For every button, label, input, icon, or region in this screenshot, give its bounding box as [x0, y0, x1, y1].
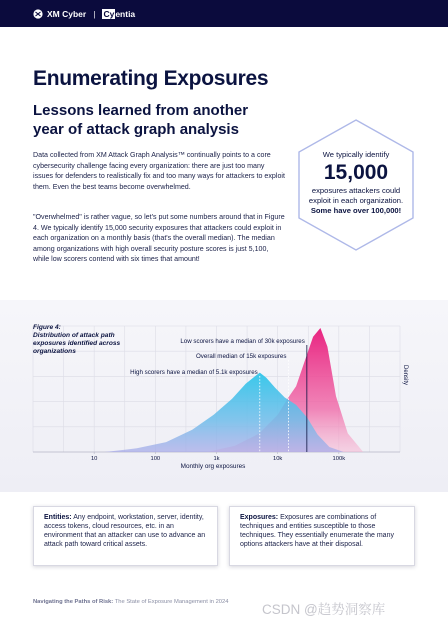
annotation-label: High scorers have a median of 5.1k exposures	[130, 369, 258, 376]
page-subtitle: Lessons learned from another year of attack graph analysis	[33, 102, 249, 138]
callout-lead: We typically identify	[322, 150, 390, 159]
chart-x-axis-label: Monthly org exposures	[180, 463, 246, 470]
entities-heading: Entities:	[44, 514, 72, 521]
xm-cyber-logo-icon	[33, 9, 43, 19]
xm-cyber-wordmark: XM Cyber	[47, 9, 87, 19]
csdn-watermark: CSDN @趋势洞察库	[262, 602, 386, 617]
footer-report-subtitle: The State of Exposure Management in 2024	[114, 599, 229, 605]
exposures-text: Exposures are combinations of techniques and entities susceptible to those techniques. They essentially enumerate the many options attackers have at their disposal.	[240, 514, 394, 548]
x-tick-label: 10k	[272, 456, 283, 462]
figure-caption-text: Distribution of attack path exposures identified across organizations	[33, 332, 121, 355]
x-tick-label: 1k	[213, 456, 220, 462]
callout-big-number: 15,000	[323, 161, 389, 184]
entities-text: Any endpoint, workstation, server, identity, access tokens, cloud resources, etc. in an environment that an attacker can use to advance an attack path toward critical assets.	[44, 514, 206, 548]
figure-caption	[33, 324, 143, 356]
cyentia-logo-mark: Cy	[103, 9, 115, 19]
exposures-definition-card	[229, 506, 415, 566]
page-footer	[33, 599, 228, 605]
annotation-label: Overall median of 15k exposures	[195, 353, 287, 360]
chart-x-ticks	[91, 452, 345, 462]
annotation-label: Low scorers have a median of 30k exposures	[180, 338, 305, 345]
page-title: Enumerating Exposures	[33, 67, 269, 90]
x-tick-label: 100	[150, 456, 161, 462]
intro-paragraph: Data collected from XM Attack Graph Analysis™ continually points to a core cybersecurity challenge facing every organization: there are just too many issues for defenders to realistically fix and too many ways for attackers to exploit them. Even the best teams become overwhelmed.	[33, 151, 285, 191]
chart-annotations	[130, 338, 305, 376]
callout-middle: exposures attackers could exploit in each organization.	[308, 186, 404, 205]
exposures-heading: Exposures:	[240, 514, 279, 521]
callout-text	[300, 150, 412, 216]
top-banner	[0, 0, 448, 27]
callout-emphasis: Some have over 100,000!	[310, 206, 402, 215]
figure-label: Figure 4:	[33, 324, 61, 331]
chart-y-axis-label: Density	[402, 364, 408, 386]
x-tick-label: 100k	[332, 456, 346, 462]
brand-separator: |	[93, 9, 96, 19]
entities-definition-card	[33, 506, 218, 566]
cyentia-wordmark: entia	[115, 9, 136, 19]
figure-reference-paragraph: "Overwhelmed" is rather vague, so let's put some numbers around that in Figure 4. We typically identify 15,000 security exposures that attackers could exploit in each organization on a monthly basis (that's the overall median). The median among organizations with high overall security posture scores is just 5,100, while low scorers contend with six times that amount!	[33, 213, 285, 263]
x-tick-label: 10	[90, 456, 98, 462]
brand-logos	[33, 7, 135, 21]
footer-report-title: Navigating the Paths of Risk:	[33, 599, 114, 605]
chart-series-areas	[105, 328, 363, 452]
